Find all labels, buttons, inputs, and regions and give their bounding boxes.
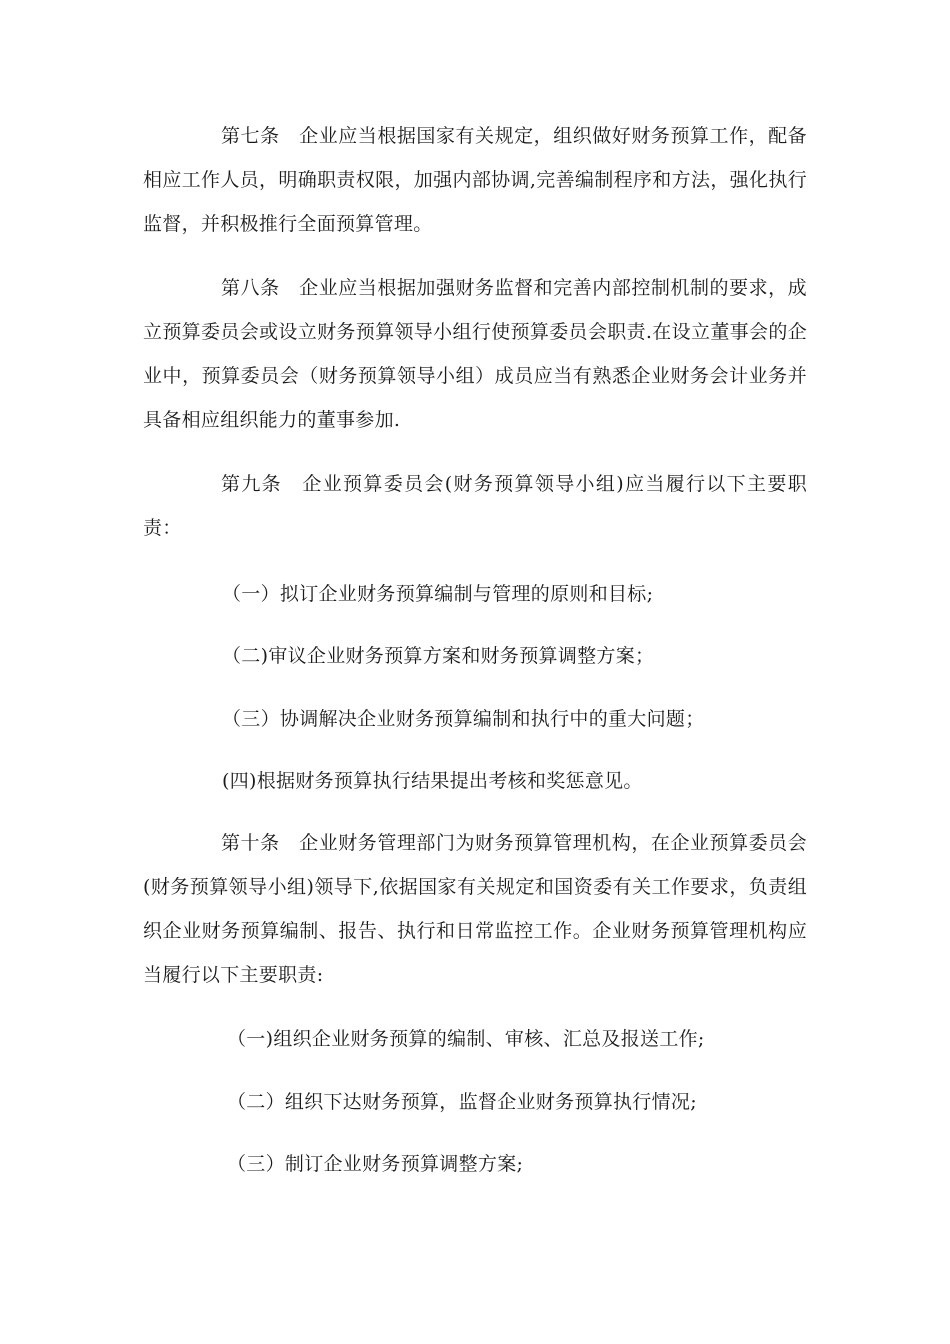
article-10-item-2: （二）组织下达财务预算，监督企业财务预算执行情况; [227, 1091, 697, 1113]
article-10-item-3: （三）制订企业财务预算调整方案; [227, 1153, 524, 1175]
article-9-item-2: （二)审议企业财务预算方案和财务预算调整方案； [222, 645, 655, 667]
article-9-item-1: （一）拟订企业财务预算编制与管理的原则和目标; [222, 583, 654, 605]
article-10: 第十条 企业财务管理部门为财务预算管理机构，在企业预算委员会(财务预算领导小组)领导下,依据国家有关规定和国资委有关工作要求，负责组织企业财务预算编制、报告、执行和日常监控工作。企业财务预算管理机构应当履行以下主要职责: [143, 832, 807, 986]
article-7: 第七条 企业应当根据国家有关规定，组织做好财务预算工作，配备相应工作人员，明确职责权限，加强内部协调,完善编制程序和方法，强化执行监督，并积极推行全面预算管理。 [143, 125, 807, 235]
article-9-item-4: (四)根据财务预算执行结果提出考核和奖惩意见。 [222, 770, 643, 792]
article-9: 第九条 企业预算委员会(财务预算领导小组)应当履行以下主要职责： [143, 473, 807, 539]
article-9-item-3: （三）协调解决企业财务预算编制和执行中的重大问题； [222, 708, 705, 730]
article-10-item-1: （一)组织企业财务预算的编制、审核、汇总及报送工作; [227, 1028, 705, 1050]
article-8: 第八条 企业应当根据加强财务监督和完善内部控制机制的要求，成立预算委员会或设立财务预算领导小组行使预算委员会职责.在设立董事会的企业中，预算委员会（财务预算领导小组）成员应当有熟悉企业财务会计业务并具备相应组织能力的董事参加. [143, 277, 807, 431]
